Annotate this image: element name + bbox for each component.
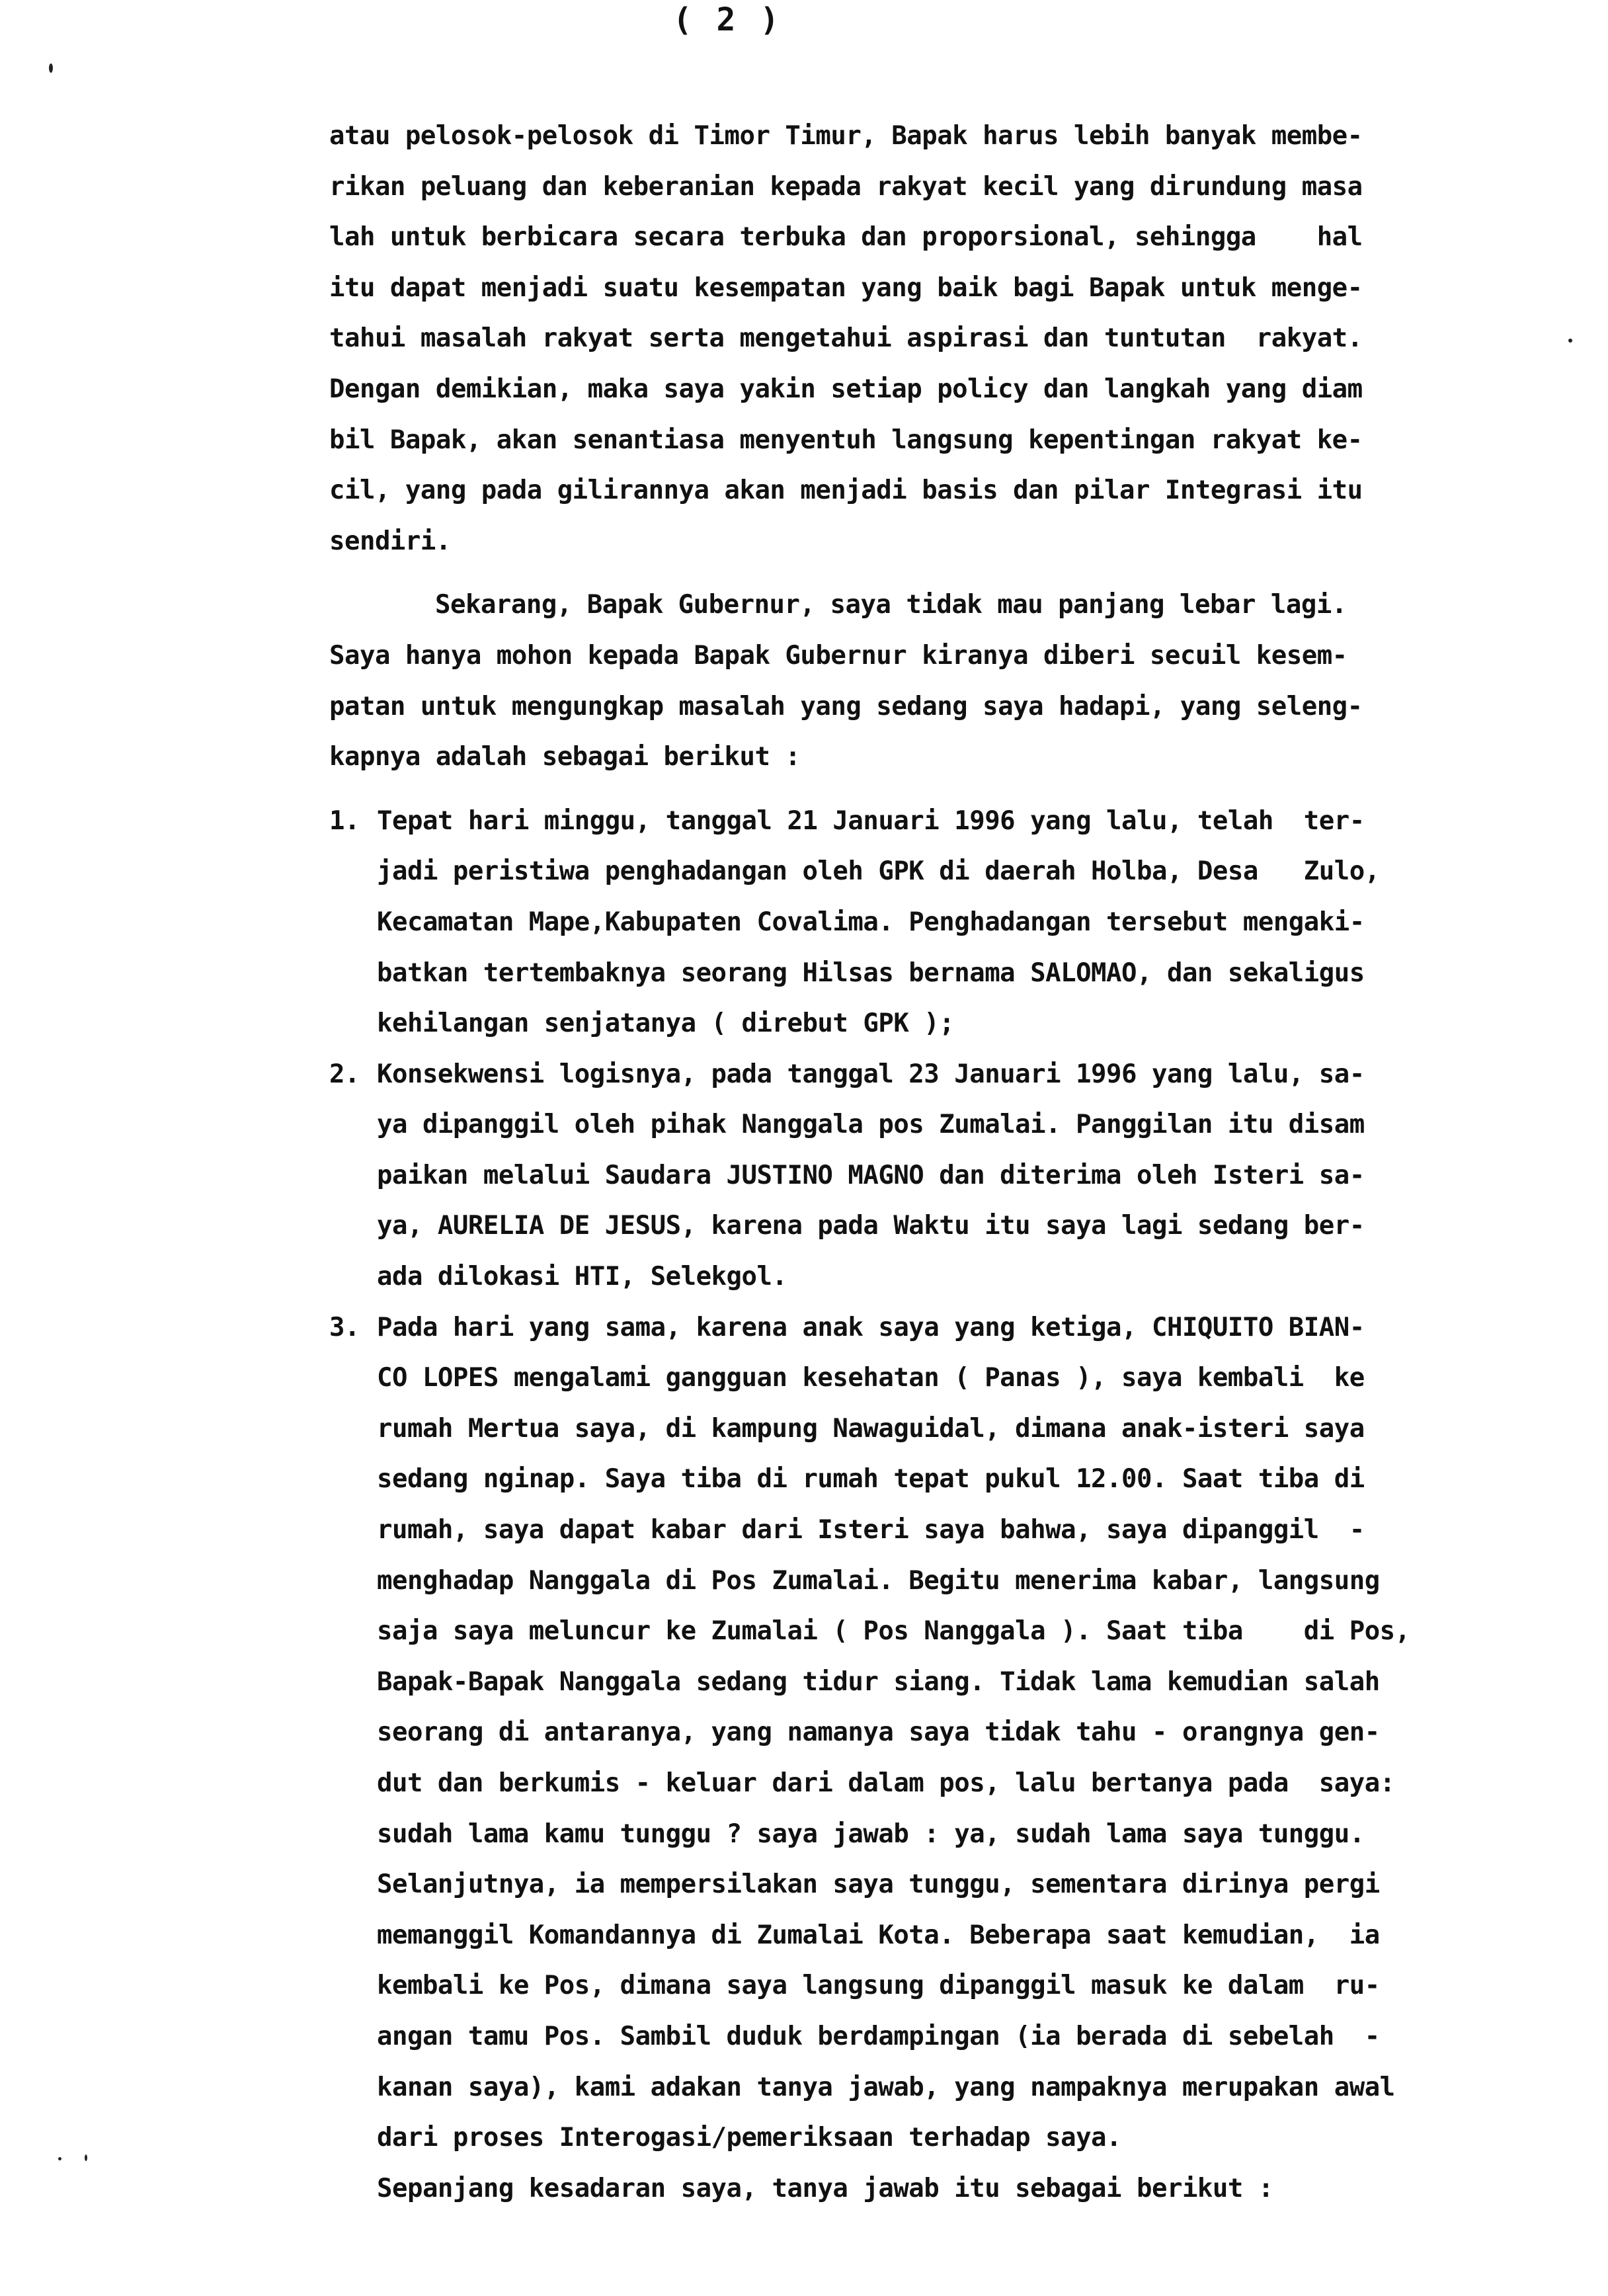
text-line: ada dilokasi HTI, Selekgol.	[377, 1262, 787, 1292]
text-line: Kecamatan Mape,Kabupaten Covalima. Penghadangan tersebut mengaki-	[377, 907, 1365, 937]
scan-speck	[85, 2154, 87, 2161]
scan-speck	[49, 63, 53, 73]
paragraph-2	[329, 580, 1480, 782]
text-line: bil Bapak, akan senantiasa menyentuh langsung kepentingan rakyat ke-	[329, 425, 1363, 455]
text-line: tahui masalah rakyat serta mengetahui aspirasi dan tuntutan rakyat.	[329, 323, 1363, 354]
text-line: jadi peristiwa penghadangan oleh GPK di daerah Holba, Desa Zulo,	[377, 856, 1380, 887]
text-line: sudah lama kamu tunggu ? saya jawab : ya, sudah lama saya tunggu.	[377, 1819, 1365, 1849]
text-line: memanggil Komandannya di Zumalai Kota. Beberapa saat kemudian, ia	[377, 1920, 1380, 1950]
text-line: batkan tertembaknya seorang Hilsas bernama SALOMAO, dan sekaligus	[377, 958, 1365, 988]
text-line: Pada hari yang sama, karena anak saya yang ketiga, CHIQUITO BIAN-	[377, 1312, 1365, 1342]
closing-line: Sepanjang kesadaran saya, tanya jawab itu sebagai berikut :	[377, 2173, 1273, 2203]
text-line: Konsekwensi logisnya, pada tanggal 23 Januari 1996 yang lalu, sa-	[377, 1059, 1365, 1089]
scan-speck	[1568, 339, 1572, 343]
scan-speck	[58, 2157, 61, 2160]
text-line: dut dan berkumis - keluar dari dalam pos, lalu bertanya pada saya:	[377, 1768, 1395, 1798]
text-line: dari proses Interogasi/pemeriksaan terhadap saya.	[377, 2123, 1122, 2153]
text-line: Selanjutnya, ia mempersilakan saya tunggu, sementara dirinya pergi	[377, 1869, 1380, 1900]
text-line: Tepat hari minggu, tanggal 21 Januari 1996 yang lalu, telah ter-	[377, 805, 1365, 836]
text-line: paikan melalui Saudara JUSTINO MAGNO dan diterima oleh Isteri sa-	[377, 1160, 1365, 1190]
text-line: CO LOPES mengalami gangguan kesehatan ( Panas ), saya kembali ke	[377, 1363, 1365, 1393]
list-number: 1.	[329, 805, 360, 836]
text-line: patan untuk mengungkap masalah yang sedang saya hadapi, yang seleng-	[329, 691, 1363, 721]
text-line: Dengan demikian, maka saya yakin setiap policy dan langkah yang diam	[329, 374, 1363, 404]
text-line: kanan saya), kami adakan tanya jawab, yang nampaknya merupakan awal	[377, 2072, 1395, 2102]
text-line: rumah, saya dapat kabar dari Isteri saya bahwa, saya dipanggil -	[377, 1515, 1365, 1545]
paragraph-1	[329, 111, 1480, 567]
list-item-3	[329, 1303, 1480, 2164]
text-line: atau pelosok-pelosok di Timor Timur, Bapak harus lebih banyak membe-	[329, 121, 1363, 151]
text-line: itu dapat menjadi suatu kesempatan yang baik bagi Bapak untuk menge-	[329, 272, 1363, 303]
text-line: kehilangan senjatanya ( direbut GPK );	[377, 1008, 955, 1039]
list-item-2	[329, 1049, 1480, 1303]
text-line: ya dipanggil oleh pihak Nanggala pos Zumalai. Panggilan itu disam	[377, 1110, 1365, 1140]
text-line: menghadap Nanggala di Pos Zumalai. Begitu menerima kabar, langsung	[377, 1565, 1380, 1596]
text-line: angan tamu Pos. Sambil duduk berdampingan (ia berada di sebelah -	[377, 2021, 1380, 2051]
text-line: lah untuk berbicara secara terbuka dan proporsional, sehingga hal	[329, 222, 1363, 253]
numbered-list	[329, 796, 1480, 2164]
document-body	[329, 111, 1480, 2214]
text-line: sedang nginap. Saya tiba di rumah tepat pukul 12.00. Saat tiba di	[377, 1464, 1365, 1495]
text-line: kembali ke Pos, dimana saya langsung dipanggil masuk ke dalam ru-	[377, 1971, 1380, 2001]
list-item-1	[329, 796, 1480, 1049]
text-line: Saya hanya mohon kepada Bapak Gubernur kiranya diberi secuil kesem-	[329, 640, 1347, 671]
text-line: ya, AURELIA DE JESUS, karena pada Waktu itu saya lagi sedang ber-	[377, 1211, 1365, 1241]
text-line: Sekarang, Bapak Gubernur, saya tidak mau panjang lebar lagi.	[435, 590, 1347, 620]
text-line: rumah Mertua saya, di kampung Nawaguidal, dimana anak-isteri saya	[377, 1413, 1365, 1444]
text-line: saja saya meluncur ke Zumalai ( Pos Nanggala ). Saat tiba di Pos,	[377, 1616, 1410, 1647]
text-line: sendiri.	[329, 526, 451, 556]
list-number: 3.	[329, 1312, 360, 1342]
text-line: kapnya adalah sebagai berikut :	[329, 742, 801, 772]
list-number: 2.	[329, 1059, 360, 1089]
text-line: seorang di antaranya, yang namanya saya tidak tahu - orangnya gen-	[377, 1717, 1380, 1748]
text-line: Bapak-Bapak Nanggala sedang tidur siang. Tidak lama kemudian salah	[377, 1666, 1380, 1697]
page-number: ( 2 )	[672, 1, 782, 38]
text-line: rikan peluang dan keberanian kepada rakyat kecil yang dirundung masa	[329, 171, 1363, 202]
text-line: cil, yang pada gilirannya akan menjadi basis dan pilar Integrasi itu	[329, 475, 1363, 506]
